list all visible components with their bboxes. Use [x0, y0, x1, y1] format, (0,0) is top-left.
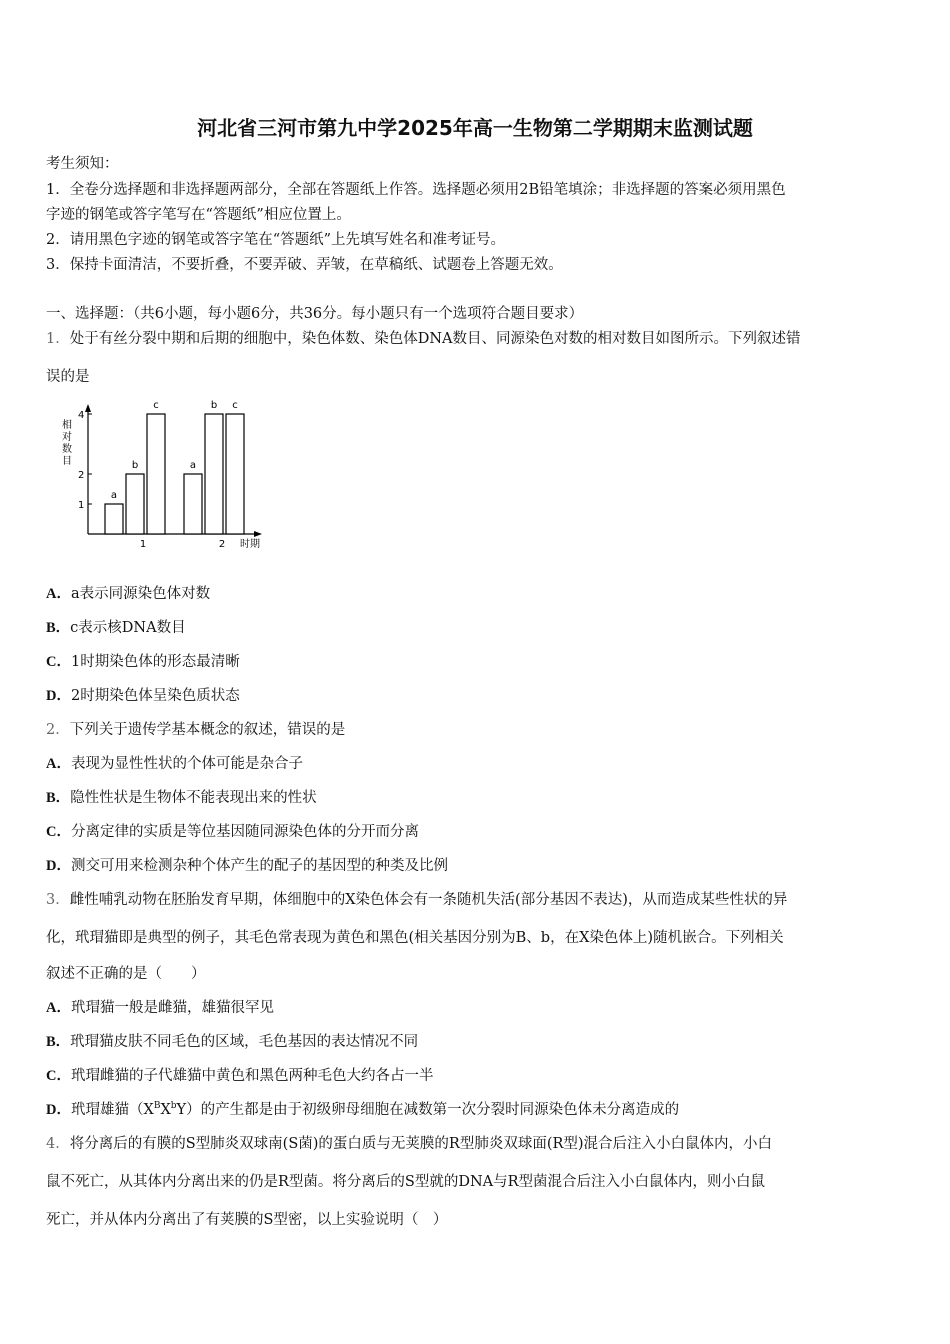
question-2 [46, 718, 345, 739]
x-axis-arrow [254, 531, 262, 537]
bar-c-period-1 [147, 414, 165, 534]
q3-option-b: B．玳瑁猫皮肤不同毛色的区域，毛色基因的表达情况不同 [46, 1034, 419, 1050]
question-text: 雌性哺乳动物在胚胎发育早期，体细胞中的X染色体会有一条随机失活(部分基因不表达)，从而造成某些性状的异 [69, 892, 788, 908]
question-number: 1． [46, 331, 70, 347]
question-text: 处于有丝分裂中期和后期的细胞中，染色体数、染色体DNA数目、同源染色对数的相对数目如图所示。下列叙述错 [69, 331, 801, 347]
bar-a-period-1 [105, 504, 123, 534]
y-tick-label: 2 [78, 470, 85, 481]
question-number: 4． [46, 1136, 70, 1152]
bar-label: c [153, 400, 159, 411]
q3-option-c: C．玳瑁雌猫的子代雄猫中黄色和黑色两种毛色大约各占一半 [46, 1068, 434, 1084]
bar-label: b [131, 460, 139, 471]
question-1-cont: 误的是 [46, 369, 90, 385]
notice-item: 3．保持卡面清洁，不要折叠，不要弄破、弄皱，在草稿纸、试题卷上答题无效。 [46, 257, 563, 273]
x-tick-label: 1 [139, 539, 147, 550]
notice-item: 1．全卷分选择题和非选择题两部分，全部在答题纸上作答。选择题必须用2B铅笔填涂；非选择题的答案必须用黑色 [46, 182, 786, 198]
y-tick-label: 4 [78, 410, 85, 421]
y-axis-label-char: 数 [62, 444, 72, 455]
question-3-cont: 化，玳瑁猫即是典型的例子，其毛色常表现为黄色和黑色(相关基因分别为B、b，在X染色体上)随机嵌合。下列相关 [46, 930, 784, 946]
bar-label: c [232, 400, 238, 411]
bar-c-period-2 [226, 414, 244, 534]
bar-label: b [210, 400, 218, 411]
question-number: 2． [46, 722, 70, 738]
notice-heading: 考生须知： [46, 156, 119, 172]
question-3 [46, 888, 787, 909]
question-text: 将分离后的有膜的S型肺炎双球南(S菌)的蛋白质与无荚膜的R型肺炎双球面(R型)混合后注入小白鼠体内，小白 [69, 1136, 773, 1152]
y-axis-label-char: 相 [62, 420, 72, 431]
q3-option-a: A．玳瑁猫一般是雌猫，雄猫很罕见 [46, 1000, 274, 1016]
bar-a-period-2 [184, 474, 202, 534]
y-axis-label-char: 对 [62, 432, 72, 443]
q1-option-b: B．c表示核DNA数目 [46, 620, 186, 636]
x-tick-label: 2 [218, 539, 226, 550]
bar-label: a [189, 460, 197, 471]
question-number: 3． [46, 892, 70, 908]
y-axis-arrow [85, 404, 91, 412]
q2-option-b: B．隐性性状是生物体不能表现出来的性状 [46, 790, 317, 806]
q2-option-d: D．测交可用来检测杂种个体产生的配子的基因型的种类及比例 [46, 858, 448, 874]
q2-option-a: A．表现为显性性状的个体可能是杂合子 [46, 756, 303, 772]
question-4 [46, 1132, 772, 1153]
q1-option-d: D．2时期染色体呈染色质状态 [46, 688, 240, 704]
q2-option-c: C．分离定律的实质是等位基因随同源染色体的分开而分离 [46, 824, 419, 840]
bar-b-period-2 [205, 414, 223, 534]
section-heading: 一、选择题：（共6小题，每小题6分，共36分。每小题只有一个选项符合题目要求） [46, 306, 584, 322]
q1-option-c: C．1时期染色体的形态最清晰 [46, 654, 240, 670]
question-4-cont: 鼠不死亡，从其体内分离出来的仍是R型菌。将分离后的S型就的DNA与R型菌混合后注入小白鼠体内，则小白鼠 [46, 1174, 766, 1190]
q3-option-d: D．玳瑁雄猫$(X^BX^bY)$的产生都是由于初级卵母细胞在减数第一次分裂时同源染色体未分离造成的 [46, 1101, 680, 1118]
bar-label: a [110, 490, 118, 501]
y-axis-label [62, 418, 75, 467]
x-axis-label: 时期 [240, 539, 260, 550]
question-4-cont: 死亡，并从体内分离出了有荚膜的S型密，以上实验说明（ ） [46, 1212, 448, 1228]
page-title: 河北省三河市第九中学2025年高一生物第二学期期末监测试题 [197, 116, 753, 140]
question-3-cont: 叙述不正确的是（ ） [46, 966, 206, 982]
bar-b-period-1 [126, 474, 144, 534]
notice-item: 2．请用黑色字迹的钢笔或答字笔在“答题纸”上先填写姓名和准考证号。 [46, 232, 506, 248]
y-tick-label: 1 [78, 500, 85, 511]
question-1 [46, 327, 801, 348]
question-text: 下列关于遗传学基本概念的叙述，错误的是 [69, 722, 346, 738]
bar-chart [58, 398, 278, 554]
notice-item: 字迹的钢笔或答字笔写在“答题纸”相应位置上。 [46, 207, 351, 223]
y-axis-label-char: 目 [62, 456, 72, 467]
q1-option-a: A．a表示同源染色体对数 [46, 586, 211, 602]
